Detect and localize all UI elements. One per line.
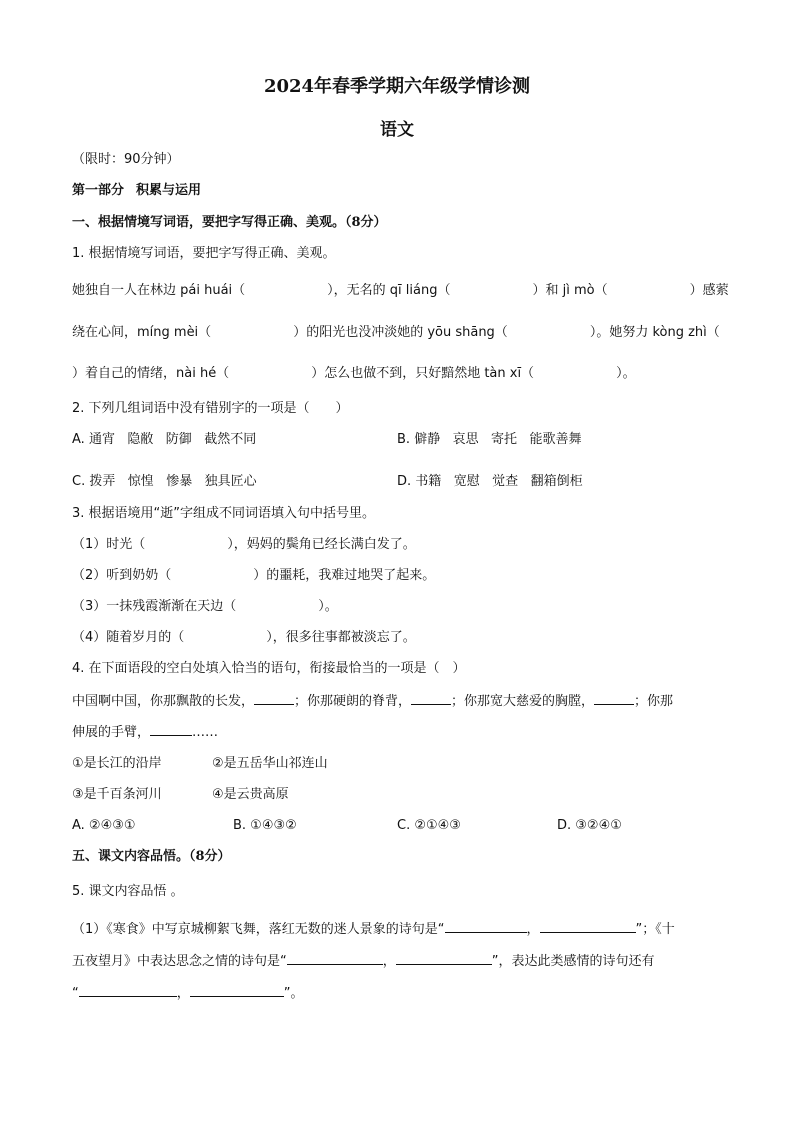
q2-option-a[interactable]: [72, 431, 256, 449]
q4-choice-2: ②是五岳华山祁连山: [212, 756, 328, 771]
part-name: 积累与运用: [136, 183, 202, 198]
q4-text: 伸展的手臂，: [72, 725, 151, 740]
answer-blank[interactable]: [445, 920, 527, 933]
q3-item-4: [72, 629, 416, 647]
option-label: A.: [72, 432, 85, 447]
option-word: 书籍: [415, 474, 442, 489]
option-word: 隐敝: [127, 432, 154, 447]
q5-line1: [72, 920, 675, 939]
option-word: 僻静: [414, 432, 441, 447]
option-label: C.: [72, 474, 86, 489]
q4-option-b[interactable]: B. ①④③②: [233, 818, 297, 833]
answer-blank[interactable]: [287, 952, 383, 965]
q4-stem: 4. 在下面语段的空白处填入恰当的语句，衔接最恰当的一项是（ ）: [72, 661, 466, 676]
q2-option-c[interactable]: [72, 473, 257, 491]
q4-option-c[interactable]: C. ②①④③: [397, 818, 461, 833]
answer-blank[interactable]: [190, 984, 284, 997]
option-word: 截然不同: [204, 432, 257, 447]
option-word: 拨弄: [89, 474, 116, 489]
answer-blank[interactable]: [254, 692, 294, 705]
q5-text: （1）《寒食》中写京城柳絮飞舞，落红无数的迷人景象的诗句是“: [72, 922, 445, 937]
q1-text: ）感萦: [689, 283, 729, 298]
option-label: B.: [397, 432, 411, 447]
answer-blank[interactable]: [540, 920, 636, 933]
option-word: 宽慰: [453, 474, 480, 489]
answer-blank[interactable]: [79, 984, 177, 997]
q1-text: ）的阳光也没冲淡她的 yōu shāng（: [293, 325, 508, 340]
answer-blank[interactable]: [594, 692, 634, 705]
option-word: 能歌善舞: [529, 432, 582, 447]
q3-text: （3）一抹残霞渐渐在天边（: [72, 599, 237, 614]
q3-item-3: [72, 598, 338, 616]
q3-text: ）。: [318, 599, 338, 614]
q5-text: ，: [382, 954, 396, 969]
q4-passage-line2: [72, 723, 218, 742]
q4-text: 中国啊中国，你那飘散的长发，: [72, 694, 255, 709]
q1-line2: [72, 324, 720, 342]
q1-text: ）着自己的情绪，nài hé（: [72, 366, 230, 381]
q3-text: （4）随着岁月的（: [72, 630, 185, 645]
q5-text: ，: [176, 986, 190, 1001]
subject-title: 语文: [380, 120, 414, 140]
q4-choice-3: ③是千百条河川: [72, 787, 162, 802]
q1-text: ）和 jì mò（: [532, 283, 608, 298]
q4-text: ；你那硬朗的脊背，: [294, 694, 412, 709]
q1-text: 绕在心间，míng mèi（: [72, 325, 212, 340]
option-word: 寄托: [491, 432, 518, 447]
answer-blank[interactable]: [396, 952, 492, 965]
q3-text: ），妈妈的鬓角已经长满白发了。: [227, 537, 416, 552]
part-label: 第一部分: [72, 183, 125, 198]
q1-line1: [72, 282, 729, 300]
q2-stem: 2. 下列几组词语中没有错别字的一项是（ ）: [72, 401, 349, 416]
q5-line3: [72, 984, 304, 1003]
section1-heading: 一、根据情境写词语，要把字写得正确、美观。（8分）: [72, 215, 387, 230]
q2-option-b[interactable]: [397, 431, 581, 449]
option-word: 哀思: [452, 432, 479, 447]
q4-passage-line1: [72, 692, 673, 711]
q1-line3: [72, 365, 636, 383]
exam-title: 2024年春季学期六年级学情诊测: [263, 76, 531, 97]
q5-stem: 5. 课文内容品悟 。: [72, 884, 184, 899]
section5-heading: 五、课文内容品悟。（8分）: [72, 849, 231, 864]
option-word: 觉查: [492, 474, 519, 489]
option-word: 翻箱倒柜: [530, 474, 583, 489]
part-heading: [72, 182, 201, 200]
q1-text: ）怎么也做不到，只好黯然地 tàn xī（: [311, 366, 535, 381]
q5-text: “: [72, 986, 79, 1001]
q4-choice-1: ①是长江的沿岸: [72, 756, 162, 771]
option-label: D.: [397, 474, 412, 489]
q4-choice-4: ④是云贵高原: [212, 787, 289, 802]
time-limit: （限时：90分钟）: [72, 152, 180, 167]
option-word: 通宵: [88, 432, 115, 447]
q5-text: ，: [526, 922, 540, 937]
q1-text: 她独自一人在林边 pái huái（: [72, 283, 246, 298]
q4-text: ；你那: [634, 694, 674, 709]
q4-text: ……: [192, 725, 219, 740]
q1-stem: 1. 根据情境写词语，要把字写得正确、美观。: [72, 246, 336, 261]
q3-item-2: [72, 567, 435, 585]
q5-text: 五夜望月》中表达思念之情的诗句是“: [72, 954, 287, 969]
q3-text: （1）时光（: [72, 537, 146, 552]
q3-stem: 3. 根据语境用“逝”字组成不同词语填入句中括号里。: [72, 506, 376, 521]
q3-text: ），很多往事都被淡忘了。: [266, 630, 416, 645]
option-word: 防御: [165, 432, 192, 447]
q1-text: ）。: [616, 366, 636, 381]
q4-option-d[interactable]: D. ③②④①: [557, 818, 622, 833]
option-word: 惨暴: [166, 474, 193, 489]
q5-line2: [72, 952, 655, 971]
q3-text: ）的噩耗，我难过地哭了起来。: [253, 568, 436, 583]
q4-option-a[interactable]: A. ②④③①: [72, 818, 136, 833]
q2-option-d[interactable]: [397, 473, 583, 491]
q4-text: ；你那宽大慈爱的胸膛，: [451, 694, 595, 709]
q1-text: ）。她努力 kòng zhì（: [589, 325, 720, 340]
q5-text: ”。: [283, 986, 304, 1001]
option-word: 惊惶: [127, 474, 154, 489]
q5-text: ”；《十: [635, 922, 675, 937]
q3-item-1: [72, 536, 416, 554]
answer-blank[interactable]: [411, 692, 451, 705]
q1-text: ），无名的 qī liáng（: [327, 283, 451, 298]
q5-text: ”，表达此类感情的诗句还有: [491, 954, 655, 969]
q3-text: （2）听到奶奶（: [72, 568, 172, 583]
option-word: 独具匠心: [204, 474, 257, 489]
answer-blank[interactable]: [150, 723, 192, 736]
